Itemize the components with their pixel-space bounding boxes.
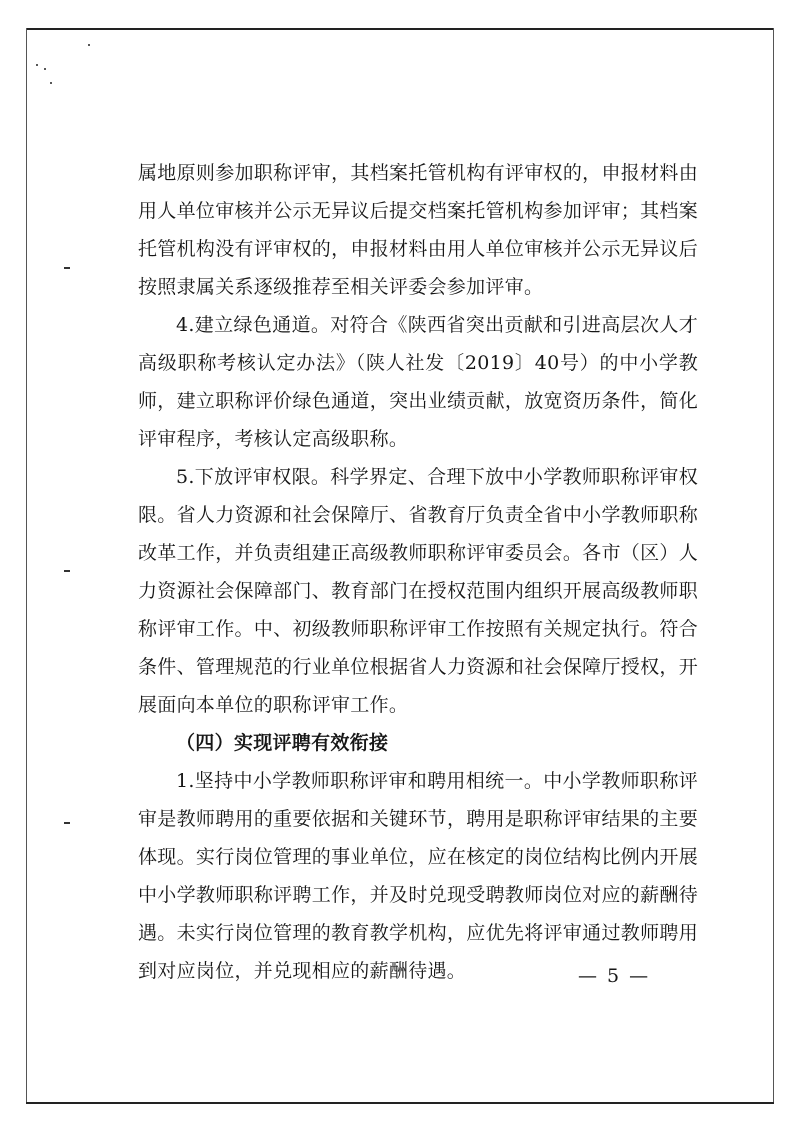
paragraph-line: 托管机构没有评审权的，申报材料由用人单位审核并公示无异议后	[138, 238, 698, 260]
paragraph-line: 按照隶属关系逐级推荐至相关评委会参加评审。	[138, 276, 544, 298]
paragraph-line: 遇。未实行岗位管理的教育教学机构，应优先将评审通过教师聘用	[138, 922, 698, 944]
paragraph-line: 称评审工作。中、初级教师职称评审工作按照有关规定执行。符合	[138, 618, 698, 640]
paragraph-line: 师，建立职称评价绿色通道，突出业绩贡献，放宽资历条件，简化	[138, 390, 698, 412]
paragraph-line: 条件、管理规范的行业单位根据省人力资源和社会保障厅授权，开	[138, 656, 698, 678]
margin-mark	[64, 822, 70, 824]
page-number: — 5 —	[578, 965, 651, 987]
margin-mark	[64, 267, 70, 269]
scan-border-right	[773, 28, 774, 1104]
paragraph-line: 4.建立绿色通道。对符合《陕西省突出贡献和引进高层次人才	[176, 314, 698, 336]
paragraph-line: 中小学教师职称评聘工作，并及时兑现受聘教师岗位对应的薪酬待	[138, 884, 698, 906]
paragraph-line: 高级职称考核认定办法》（陕人社发〔2019〕40号）的中小学教	[138, 352, 698, 374]
margin-mark	[64, 570, 70, 572]
paragraph-line: 到对应岗位，并兑现相应的薪酬待遇。	[138, 960, 467, 982]
scan-border-left	[26, 28, 27, 1104]
paragraph-line: 1.坚持中小学教师职称评审和聘用相统一。中小学教师职称评	[176, 770, 698, 792]
scan-speck	[88, 44, 90, 46]
paragraph-line: 力资源社会保障部门、教育部门在授权范围内组织开展高级教师职	[138, 580, 698, 602]
paragraph-line: 用人单位审核并公示无异议后提交档案托管机构参加评审；其档案	[138, 200, 698, 222]
scan-speck	[36, 64, 38, 66]
section-heading: （四）实现评聘有效衔接	[176, 732, 389, 754]
paragraph-line: 审是教师聘用的重要依据和关键环节，聘用是职称评审结果的主要	[138, 808, 698, 830]
body-text	[138, 0, 698, 1130]
paragraph-line: 评审程序，考核认定高级职称。	[138, 428, 409, 450]
scan-speck	[50, 82, 52, 84]
paragraph-line: 属地原则参加职称评审，其档案托管机构有评审权的，申报材料由	[138, 162, 698, 184]
paragraph-line: 体现。实行岗位管理的事业单位，应在核定的岗位结构比例内开展	[138, 846, 698, 868]
paragraph-line: 改革工作，并负责组建正高级教师职称评审委员会。各市（区）人	[138, 542, 698, 564]
paragraph-line: 展面向本单位的职称评审工作。	[138, 694, 409, 716]
scan-speck	[44, 68, 46, 70]
paragraph-line: 限。省人力资源和社会保障厅、省教育厅负责全省中小学教师职称	[138, 504, 698, 526]
paragraph-line: 5.下放评审权限。科学界定、合理下放中小学教师职称评审权	[176, 466, 698, 488]
